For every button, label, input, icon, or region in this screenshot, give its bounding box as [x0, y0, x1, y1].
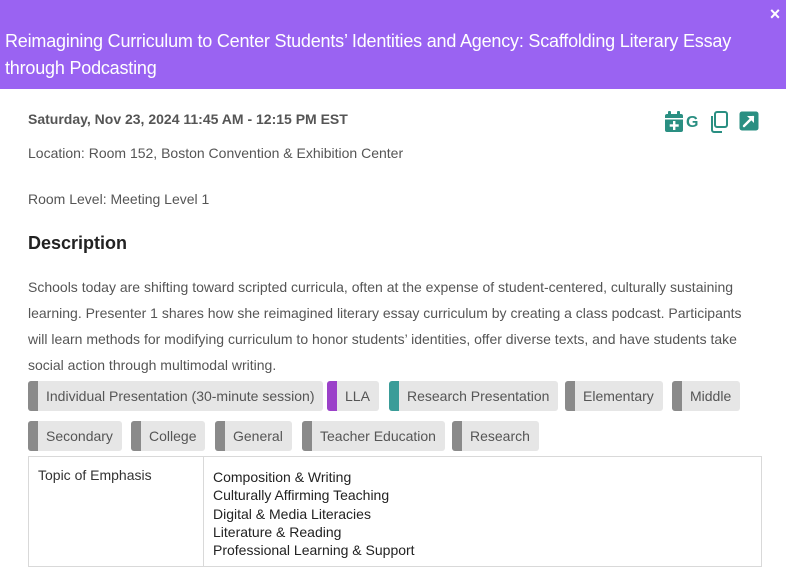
modal-header: [0, 0, 786, 89]
tag-color-bar: [389, 381, 399, 411]
google-icon[interactable]: G: [686, 114, 699, 131]
tag-individual-presentation[interactable]: [28, 381, 323, 411]
tag-color-bar: [672, 381, 682, 411]
tag-label: LLA: [345, 388, 370, 404]
description-heading: Description: [28, 233, 128, 253]
topic-value: Literature & Reading: [213, 523, 342, 540]
calendar-plus-icon[interactable]: [664, 111, 684, 133]
topic-label: Topic of Emphasis: [29, 457, 204, 566]
close-icon[interactable]: ×: [769, 4, 781, 24]
tag-color-bar: [452, 421, 462, 451]
tag-general[interactable]: [215, 421, 292, 451]
copy-icon[interactable]: [709, 111, 729, 133]
topic-value: Culturally Affirming Teaching: [213, 487, 390, 504]
topic-value: Composition & Writing: [213, 469, 352, 485]
session-room-level: Room Level: Meeting Level 1: [28, 191, 210, 207]
tag-color-bar: [302, 421, 312, 451]
tag-label: College: [149, 428, 197, 444]
tag-label: Middle: [690, 388, 732, 404]
session-location: Location: Room 152, Boston Convention & Exhibition Center: [28, 145, 404, 161]
topic-value: Professional Learning & Support: [213, 542, 415, 559]
tag-secondary[interactable]: [28, 421, 122, 451]
tag-label: Teacher Education: [320, 428, 436, 444]
tag-color-bar: [327, 381, 337, 411]
tag-college[interactable]: [131, 421, 205, 451]
description-text: Schools today are shifting toward scripted curricula, often at the expense of student-centered, culturally sustaining learning. Presenter 1 shares how she reimagined literary essay curriculum by creating a class podcast. Participants will learn methods for modifying curriculum to honor students’ identities, offer diverse texts, and have students take social action through multimodal writing.: [28, 279, 742, 373]
tag-label: Secondary: [46, 428, 113, 444]
tag-research-presentation[interactable]: [389, 381, 558, 411]
tag-middle[interactable]: [672, 381, 740, 411]
topic-value: Digital & Media Literacies: [213, 505, 371, 522]
topic-values: [213, 468, 415, 559]
tag-label: Research: [470, 428, 530, 444]
tag-label: General: [233, 428, 283, 444]
tag-label: Elementary: [583, 388, 654, 404]
tag-color-bar: [565, 381, 575, 411]
topic-of-emphasis-table: [28, 456, 762, 567]
tag-teacher-education[interactable]: [302, 421, 445, 451]
tag-research[interactable]: [452, 421, 539, 451]
external-link-icon[interactable]: [739, 111, 759, 131]
tag-label: Individual Presentation (30-minute session): [46, 388, 315, 404]
tag-label: Research Presentation: [407, 388, 550, 404]
tag-color-bar: [28, 381, 38, 411]
tag-elementary[interactable]: [565, 381, 663, 411]
session-datetime: Saturday, Nov 23, 2024 11:45 AM - 12:15 PM EST: [28, 111, 348, 127]
tag-color-bar: [131, 421, 141, 451]
tag-lla[interactable]: [327, 381, 379, 411]
tag-color-bar: [28, 421, 38, 451]
session-title: Reimagining Curriculum to Center Students’ Identities and Agency: Scaffolding Literary Essay through Podcasting: [5, 31, 731, 78]
tag-color-bar: [215, 421, 225, 451]
